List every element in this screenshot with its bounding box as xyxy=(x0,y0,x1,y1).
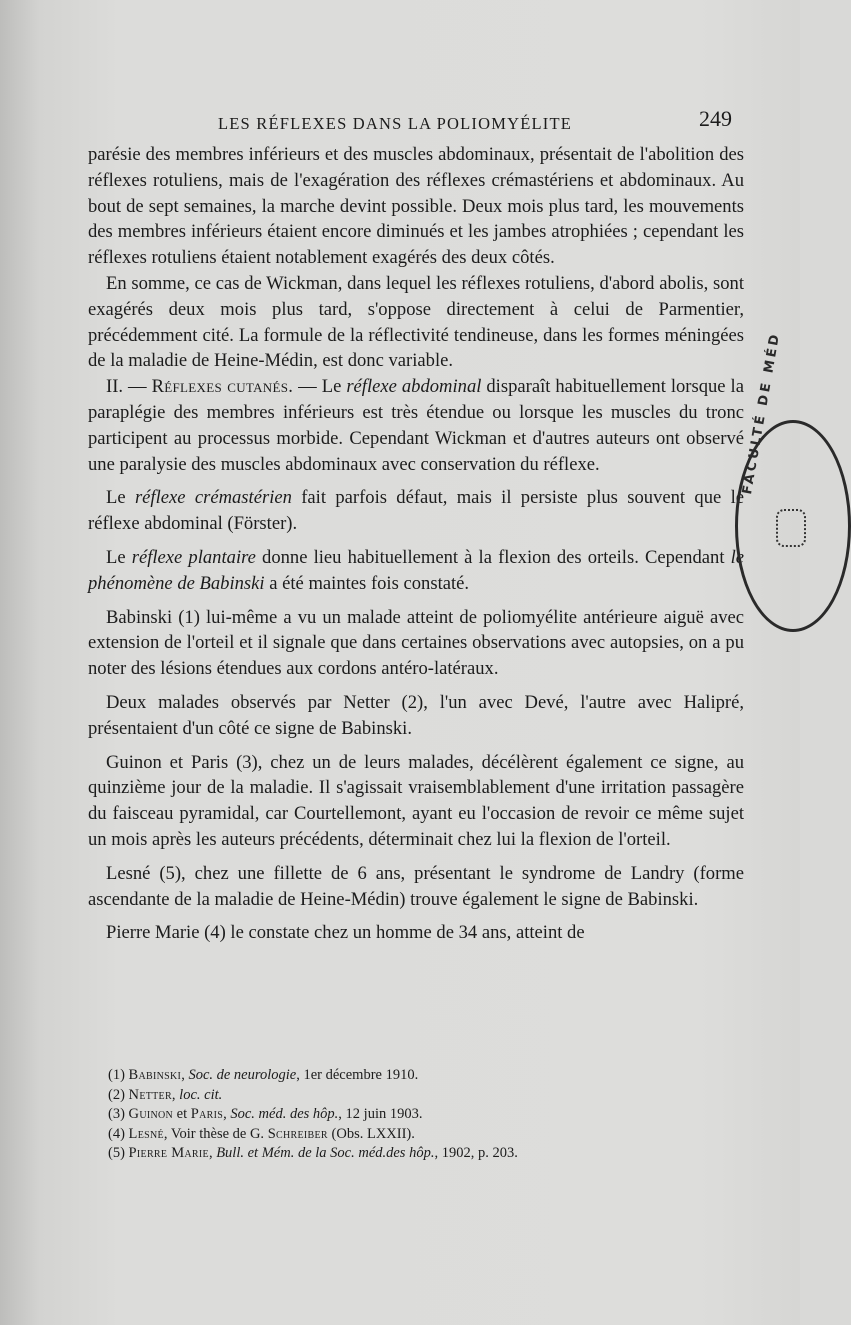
paragraph-1: parésie des membres inférieurs et des muscles abdominaux, présentait de l'abolition des réflexes rotuliens, mais de l'exagération des réflexes crémastériens et abdominaux. Au bout de sept semaines, la marche devint possible. Deux mois plus tard, les mouvements des membres inférieurs étaient encore diminués et les jambes atrophiées ; cependant les réflexes rotuliens étaient notablement exagérés des deux côtés. xyxy=(88,144,744,269)
stamp-emblem-icon xyxy=(776,509,806,547)
footnote-sep: , Voir thèse de G. xyxy=(163,1125,268,1142)
section-number: II. — xyxy=(106,376,152,398)
paragraph-3 xyxy=(88,374,744,477)
library-stamp xyxy=(735,330,851,632)
footnote-sep: , xyxy=(181,1067,189,1083)
page-number: 249 xyxy=(699,106,732,131)
paragraph-10: Pierre Marie (4) le constate chez un homme de 34 ans, atteint de xyxy=(106,922,585,944)
paragraph-3-dash: — Le xyxy=(293,376,347,398)
footnote-number: (3) xyxy=(108,1106,129,1123)
paragraph-8: Guinon et Paris (3), chez un de leurs malades, décélèrent également ce signe, au quinzième jour de la maladie. Il s'agissait vraisemblablement d'une irritation passagère du faisceau pyramidal, car Courtellemont, ayant eu l'occasion de revoir ce même sujet un mois après les auteurs précédents, déterminait chez lui la flexion de l'orteil. xyxy=(88,751,744,850)
footnote-4 xyxy=(108,1125,748,1145)
footnote-number: (5) xyxy=(108,1145,129,1162)
footnote-rest: , 1902, p. 203. xyxy=(434,1145,518,1162)
paragraph-5-mid: donne lieu habituellement à la flexion des orteils. Cependant xyxy=(255,546,731,568)
stamp-text: FACULTÉ DE MÉD xyxy=(740,330,784,496)
paragraph-4 xyxy=(88,485,744,537)
footnote-rest: (Obs. LXXII). xyxy=(327,1125,415,1142)
paragraph-4-rest: fait parfois défaut, mais il persiste plus souvent que le réflexe abdominal (Förster). xyxy=(88,487,744,535)
footnote-5 xyxy=(108,1144,748,1164)
term-cremasterien: réflexe crémastérien xyxy=(134,487,292,509)
footnote-author-2: Schreiber xyxy=(267,1125,328,1142)
footnote-author: Pierre Marie xyxy=(128,1145,209,1162)
footnote-2 xyxy=(108,1086,748,1106)
footnotes xyxy=(108,1066,748,1164)
footnote-rest: , 1er décembre 1910. xyxy=(296,1067,419,1083)
footnote-source: Soc. méd. des hôp. xyxy=(230,1106,339,1123)
footnote-3 xyxy=(108,1105,748,1125)
paragraph-5 xyxy=(88,545,744,597)
term-plantaire: réflexe plantaire xyxy=(131,546,256,568)
paragraph-2: En somme, ce cas de Wickman, dans lequel les réflexes rotuliens, d'abord abolis, sont exagérés deux mois plus tard, s'oppose directement à celui de Parmentier, précédemment cité. La formule de la réflectivité tendineuse, dans les formes méningées de la maladie de Heine-Médin, est donc variable. xyxy=(88,272,744,372)
footnote-number: (4) xyxy=(108,1125,129,1142)
paragraph-4-pre: Le xyxy=(106,487,135,509)
footnote-source: loc. cit. xyxy=(179,1086,223,1103)
footnote-author: Babinski xyxy=(128,1067,182,1083)
footnote-sep-2: , xyxy=(223,1106,231,1123)
footnote-1 xyxy=(108,1066,748,1086)
term-abdominal: réflexe abdominal xyxy=(346,376,482,398)
footnote-rest: , 12 juin 1903. xyxy=(338,1106,423,1123)
footnote-sep: et xyxy=(173,1106,191,1123)
body-text xyxy=(88,142,744,946)
term-babinski: le phénomène de Babinski xyxy=(88,546,745,594)
paragraph-3-rest: disparaît habituellement lorsque la paraplégie des membres inférieurs est très étendue ou lorsque les muscles du tronc participent au processus morbide. Cependant Wickman et d'autres auteurs ont observé une paralysie des muscles abdominaux avec conservation du réflexe. xyxy=(88,376,744,475)
paragraph-7: Deux malades observés par Netter (2), l'un avec Devé, l'autre avec Halipré, présentaient d'un côté ce signe de Babinski. xyxy=(88,691,744,739)
footnote-author-2: Paris xyxy=(190,1106,224,1123)
footnote-sep: , xyxy=(171,1086,180,1103)
paragraph-5-pre: Le xyxy=(106,546,132,568)
footnote-author: Guinon xyxy=(128,1106,174,1123)
footnote-source: Bull. et Mém. de la Soc. méd.des hôp. xyxy=(216,1145,435,1162)
footnote-sep: , xyxy=(208,1145,217,1162)
paragraph-9: Lesné (5), chez une fillette de 6 ans, présentant le syndrome de Landry (forme ascendante de la maladie de Heine-Médin) trouve également le signe de Babinski. xyxy=(88,862,744,910)
running-title: LES RÉFLEXES DANS LA POLIOMYÉLITE xyxy=(218,114,573,133)
footnote-source: Soc. de neurologie xyxy=(188,1067,297,1083)
footnote-author: Netter xyxy=(128,1086,172,1103)
section-heading: Réflexes cutanés. xyxy=(151,376,294,398)
paragraph-5-rest: a été maintes fois constaté. xyxy=(264,572,470,594)
footnote-number: (2) xyxy=(108,1086,129,1103)
page-header xyxy=(90,106,738,138)
paragraph-6: Babinski (1) lui-même a vu un malade atteint de poliomyélite antérieure aiguë avec extension de l'orteil et il signale que dans certaines observations avec autopsies, on a pu noter des lésions étendues aux cordons antéro-latéraux. xyxy=(88,606,744,680)
footnote-number: (1) xyxy=(108,1067,129,1083)
footnote-author: Lesné xyxy=(128,1125,164,1142)
